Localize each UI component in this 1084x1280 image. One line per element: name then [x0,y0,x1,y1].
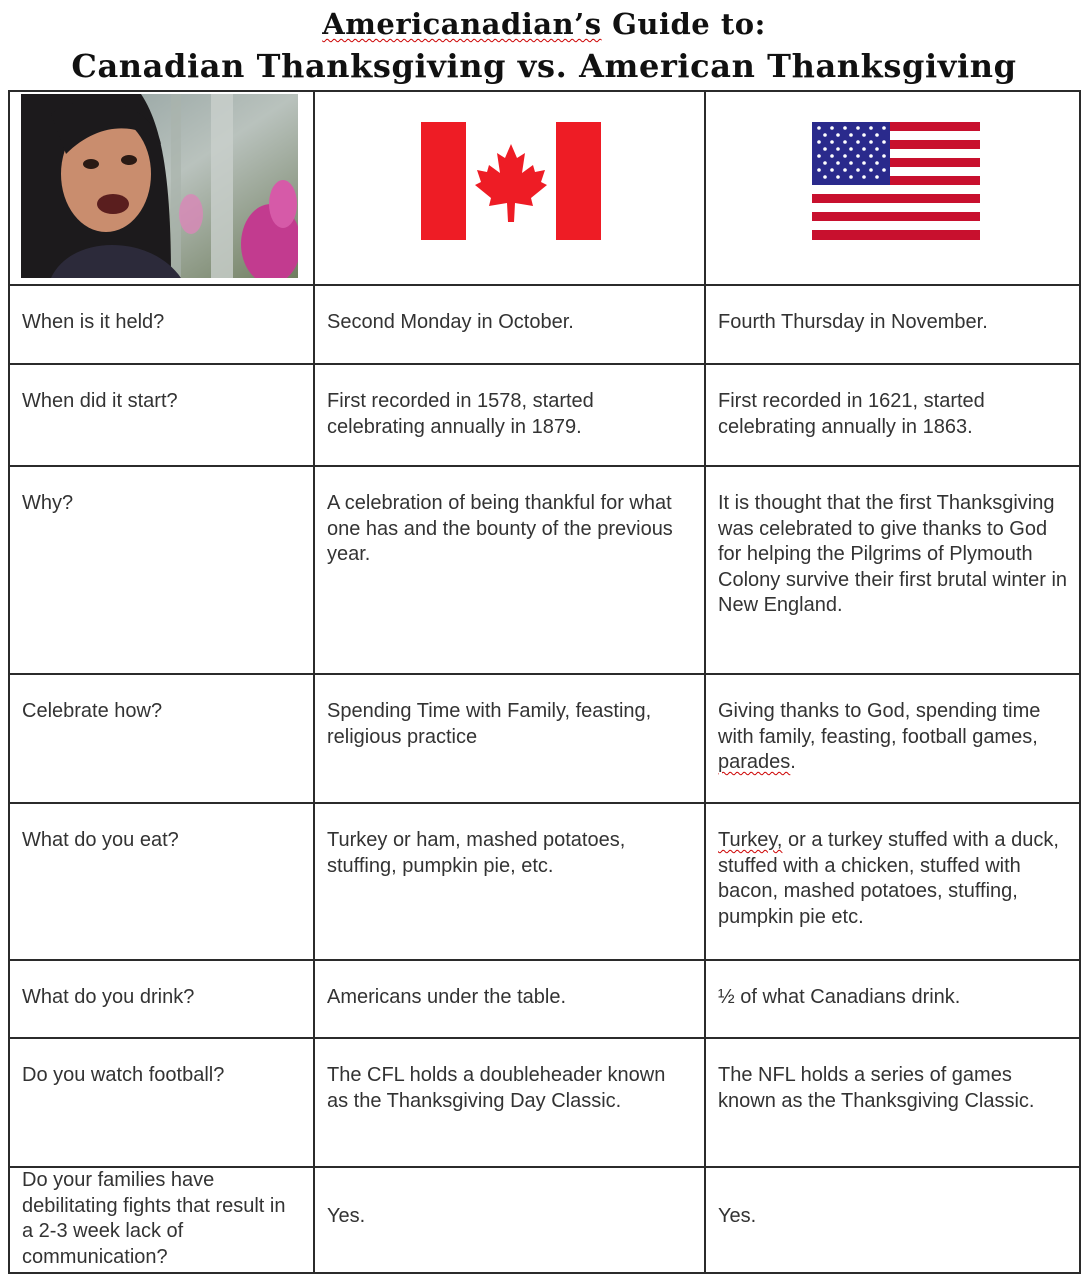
table-row [9,466,1080,674]
table-row [9,803,1080,960]
header-image-row [9,91,1080,285]
spellcheck-word: parades [718,751,791,773]
usa-answer [706,675,1079,776]
canada-answer: Americans under the table. [327,986,567,1008]
table-row [9,674,1080,803]
usa-flag [812,122,980,240]
question-text: What do you eat? [22,829,179,851]
usa-answer: ½ of what Canadians drink. [718,986,961,1008]
question-cell [9,960,314,1038]
canada-answer: Spending Time with Family, feasting, religious practice [327,700,652,748]
canada-cell [314,364,705,466]
question-cell [9,803,314,960]
usa-answer-part: Giving thanks to God, spending time with family, feasting, football games, [718,700,1041,748]
usa-flag-cell [705,91,1080,285]
usa-cell [705,674,1080,803]
canada-cell [314,960,705,1038]
page-title [8,4,1080,88]
canada-cell [314,285,705,364]
usa-answer: The NFL holds a series of games known as the Thanksgiving Classic. [718,1064,1035,1112]
photo-cell [9,91,314,285]
question-text: Do you watch football? [22,1064,225,1086]
usa-answer: Fourth Thursday in November. [718,311,988,333]
usa-answer: Yes. [718,1205,757,1227]
usa-cell [705,1038,1080,1167]
usa-answer-part: . [790,751,796,773]
canada-cell [314,674,705,803]
usa-cell [705,803,1080,960]
question-cell [9,1038,314,1167]
canada-answer: Turkey or ham, mashed potatoes, stuffing, pumpkin pie, etc. [327,829,626,877]
question-cell [9,674,314,803]
question-text: What do you drink? [22,986,195,1008]
usa-answer [706,804,1079,930]
usa-cell [705,1167,1080,1273]
question-cell [9,364,314,466]
usa-cell [705,364,1080,466]
question-text: Celebrate how? [22,700,163,722]
table-row [9,960,1080,1038]
table-row [9,1038,1080,1167]
title-line-1-rest: Guide to: [601,7,766,41]
canada-flag [421,122,601,240]
photo-illustration [21,94,298,278]
question-text: Do your families have debilitating fights that result in a 2-3 week lack of communication? [22,1169,286,1268]
comparison-table [8,90,1081,1274]
canada-cell [314,1167,705,1273]
question-cell [9,1167,314,1273]
usa-answer: First recorded in 1621, started celebrating annually in 1863. [718,390,985,438]
table-row [9,285,1080,364]
spellcheck-word: Turkey, [718,829,783,851]
question-cell [9,466,314,674]
canada-answer: The CFL holds a doubleheader known as the Thanksgiving Day Classic. [327,1064,666,1112]
usa-answer: It is thought that the first Thanksgiving was celebrated to give thanks to God for helping the Pilgrims of Plymouth Colony survive their first brutal winter in New England. [718,492,1068,616]
canada-answer: Yes. [327,1205,366,1227]
usa-cell [705,960,1080,1038]
title-line-1 [8,4,1080,44]
table-row [9,1167,1080,1273]
table-row [9,364,1080,466]
canada-answer: A celebration of being thankful for what one has and the bounty of the previous year. [327,492,673,565]
question-text: When did it start? [22,390,178,412]
canada-cell [314,466,705,674]
title-brand: Americanadian’s [322,7,602,41]
smiling-woman-photo [21,94,298,278]
canada-cell [314,1038,705,1167]
question-text: Why? [22,492,74,514]
canada-cell [314,803,705,960]
canada-answer: First recorded in 1578, started celebrating annually in 1879. [327,390,594,438]
canada-flag-cell [314,91,705,285]
usa-cell [705,285,1080,364]
question-cell [9,285,314,364]
usa-answer-part: or a turkey stuffed with a duck, stuffed with a chicken, stuffed with bacon, mashed potatoes, stuffing, pumpkin pie etc. [718,829,1059,928]
canada-answer: Second Monday in October. [327,311,574,333]
title-line-2: Canadian Thanksgiving vs. American Thanksgiving [71,47,1017,85]
question-text: When is it held? [22,311,165,333]
usa-cell [705,466,1080,674]
